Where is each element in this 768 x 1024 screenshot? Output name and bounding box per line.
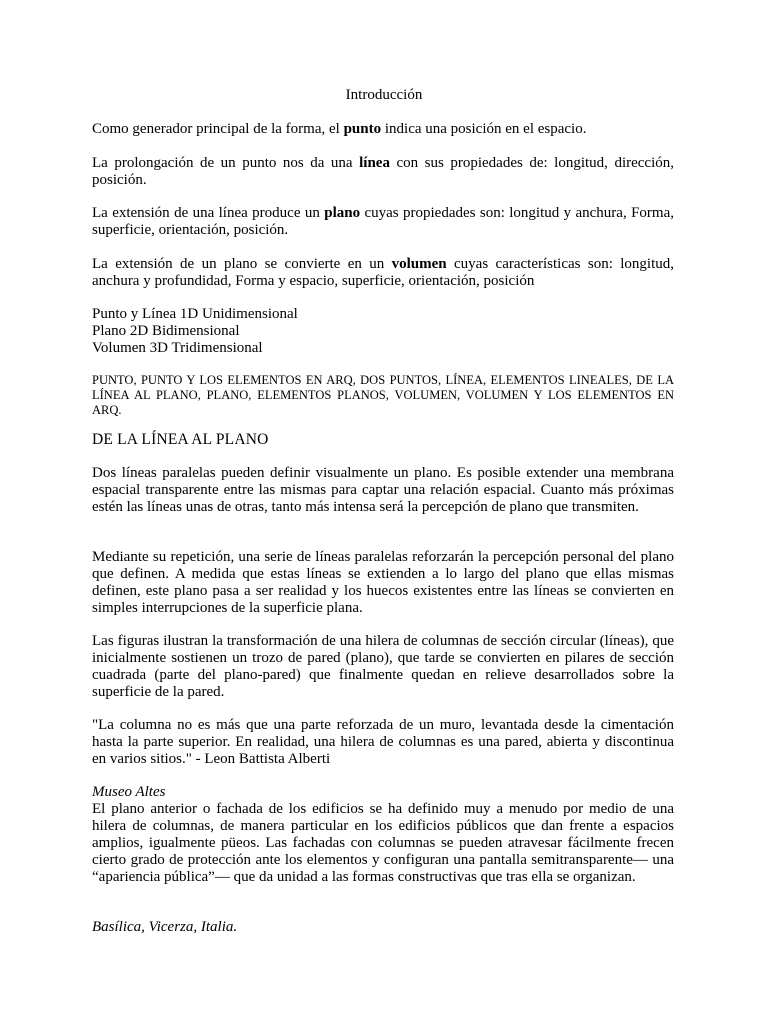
basilica-caption: Basílica, Vicerza, Italia. bbox=[92, 919, 238, 935]
body-paragraph: Las figuras ilustran la transformación de una hilera de columnas de sección circular (líneas), que inicialmente sostienen un trozo de pared (plano), que tarde se convierten en pilares de sección cuadrada (parte del plano-pared) que finalmente quedan en relieve desarrollados sobre la superficie de la pared. bbox=[92, 633, 674, 700]
alberti-quote: "La columna no es más que una parte reforzada de un muro, levantada desde la cimentación hasta la parte superior. En realidad, una hilera de columnas es una pared, abierta y discontinua en varios sitios." - Leon Battista Alberti bbox=[92, 717, 674, 767]
plano-paragraph bbox=[92, 205, 674, 239]
intro-paragraph bbox=[92, 121, 674, 138]
volumen-keyword: volumen bbox=[391, 256, 447, 272]
body-paragraph: Mediante su repetición, una serie de líneas paralelas reforzarán la percepción personal del plano que definen. A medida que estas líneas se extienden a lo largo del plano que ellas mismas definen, este plano pasa a ser realidad y los huecos existentes entre las líneas se convierten en simples interrupciones de la superficie plana. bbox=[92, 549, 674, 616]
intro-text-pre: Como generador principal de la forma, el bbox=[92, 121, 344, 137]
body-paragraph: Dos líneas paralelas pueden definir visualmente un plano. Es posible extender una membrana espacial transparente entre las mismas para captar una relación espacial. Cuanto más próximas estén las líneas unas de otras, tanto más intensa será la percepción de plano que transmiten. bbox=[92, 465, 674, 515]
museo-section bbox=[92, 784, 674, 886]
intro-keyword: punto bbox=[343, 121, 382, 137]
plano-text-post: cuyas propiedades son: longitud y anchura, Forma, superficie, orientación, posición. bbox=[92, 205, 674, 238]
plano-keyword: plano bbox=[324, 205, 361, 221]
linea-text-pre: La prolongación de un punto nos da una bbox=[92, 155, 360, 171]
document-title: Introducción bbox=[345, 87, 423, 103]
section-heading: DE LA LÍNEA AL PLANO bbox=[92, 431, 269, 448]
plano-text-pre: La extensión de una línea produce un bbox=[92, 205, 325, 221]
linea-text-post: con sus propiedades de: longitud, dirección, posición. bbox=[92, 155, 675, 188]
index-topics: PUNTO, PUNTO Y LOS ELEMENTOS EN ARQ, DOS PUNTOS, LÍNEA, ELEMENTOS LINEALES, DE LA LÍNEA AL PLANO, PLANO, ELEMENTOS PLANOS, VOLUMEN, VOLUMEN Y LOS ELEMENTOS EN ARQ. bbox=[92, 373, 674, 417]
volumen-paragraph bbox=[92, 256, 674, 290]
dimensions-list bbox=[92, 306, 674, 357]
dimension-item: Volumen 3D Tridimensional bbox=[92, 340, 263, 356]
dimension-item: Punto y Línea 1D Unidimensional bbox=[92, 306, 298, 322]
museo-caption: Museo Altes bbox=[92, 784, 166, 800]
intro-text-post: indica una posición en el espacio. bbox=[381, 121, 587, 137]
dimension-item: Plano 2D Bidimensional bbox=[92, 323, 240, 339]
linea-keyword: línea bbox=[359, 155, 390, 171]
linea-paragraph bbox=[92, 155, 674, 189]
volumen-text-post: cuyas características son: longitud, anchura y profundidad, Forma y espacio, superficie, orientación, posición bbox=[92, 256, 674, 289]
volumen-text-pre: La extensión de un plano se convierte en un bbox=[92, 256, 392, 272]
museo-paragraph: El plano anterior o fachada de los edificios se ha definido muy a menudo por medio de una hilera de columnas, de manera particular en los edificios públicos que dan frente a espacios amplios, igualmente püeos. Las fachadas con columnas se pueden atravesar fácilmente frecen cierto grado de protección ante los elementos y configuran una pantalla semitransparente— una “apariencia pública”— que da unidad a las formas constructivas que tras ella se organizan. bbox=[92, 801, 674, 885]
